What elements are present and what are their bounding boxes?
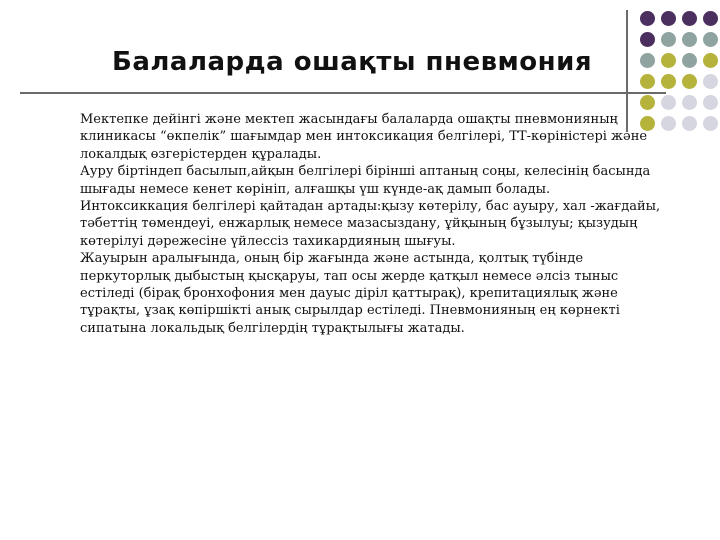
decor-dot <box>703 11 718 26</box>
slide-body <box>80 111 665 337</box>
decor-dot <box>640 74 655 89</box>
paragraph-1: Мектепке дейінгі және мектеп жасындағы балаларда ошақты пневмонияның клиникасы “өкпелік” шағымдар мен интоксикация белгілері, ТТ-көріністері және локалдық өзгерістерден құралады. <box>80 112 648 162</box>
decor-dot <box>703 74 718 89</box>
decor-dot <box>682 53 697 68</box>
decor-dot <box>682 11 697 26</box>
decor-dot <box>703 32 718 47</box>
decor-dot <box>661 32 676 47</box>
paragraph-3: Интоксиккация белгілері қайтадан артады:қызу көтерілу, бас ауыру, хал -жағдайы, тәбеттің төмендеуі, енжарлық немесе мазасыздану, ұйқының бұзылуы; қызудың көтерілуі дәрежесіне үйлессіз тахикардияның шығуы. <box>80 199 661 249</box>
decor-dot <box>703 116 718 131</box>
decor-dot <box>640 32 655 47</box>
decor-dot <box>661 11 676 26</box>
decor-dot <box>640 95 655 110</box>
decor-dot <box>682 116 697 131</box>
decor-dot <box>640 53 655 68</box>
slide-title: Балаларда ошақты пневмония <box>112 47 593 77</box>
decor-dot <box>661 95 676 110</box>
decor-dot <box>703 95 718 110</box>
decor-dot <box>682 74 697 89</box>
paragraph-2: Ауру біртіндеп басылып,айқын белгілері бірінші аптаның соңы, келесінің басында шығады немесе кенет көрініп, алғашқы үш күнде-ақ дамып болады. <box>80 164 651 197</box>
horizontal-accent-line <box>20 92 666 94</box>
decor-dot <box>682 95 697 110</box>
decor-dot <box>661 53 676 68</box>
paragraph-4: Жауырын аралығында, оның бір жағында және астында, қолтық түбінде перкуторлық дыбыстың қысқаруы, тап осы жерде қатқыл немесе әлсіз тыныс естіледі (бірақ бронхофония мен дауыс діріл қаттырақ), крепитациялық және тұрақты, ұзақ көпіршікті анық сырылдар естіледі. Пневмонияның ең көрнекті сипатына локальдық белгілердің тұрақтылығы жатады. <box>80 251 620 336</box>
decor-dot <box>703 53 718 68</box>
decor-dot <box>661 74 676 89</box>
decor-dot <box>682 32 697 47</box>
decor-dot <box>640 11 655 26</box>
